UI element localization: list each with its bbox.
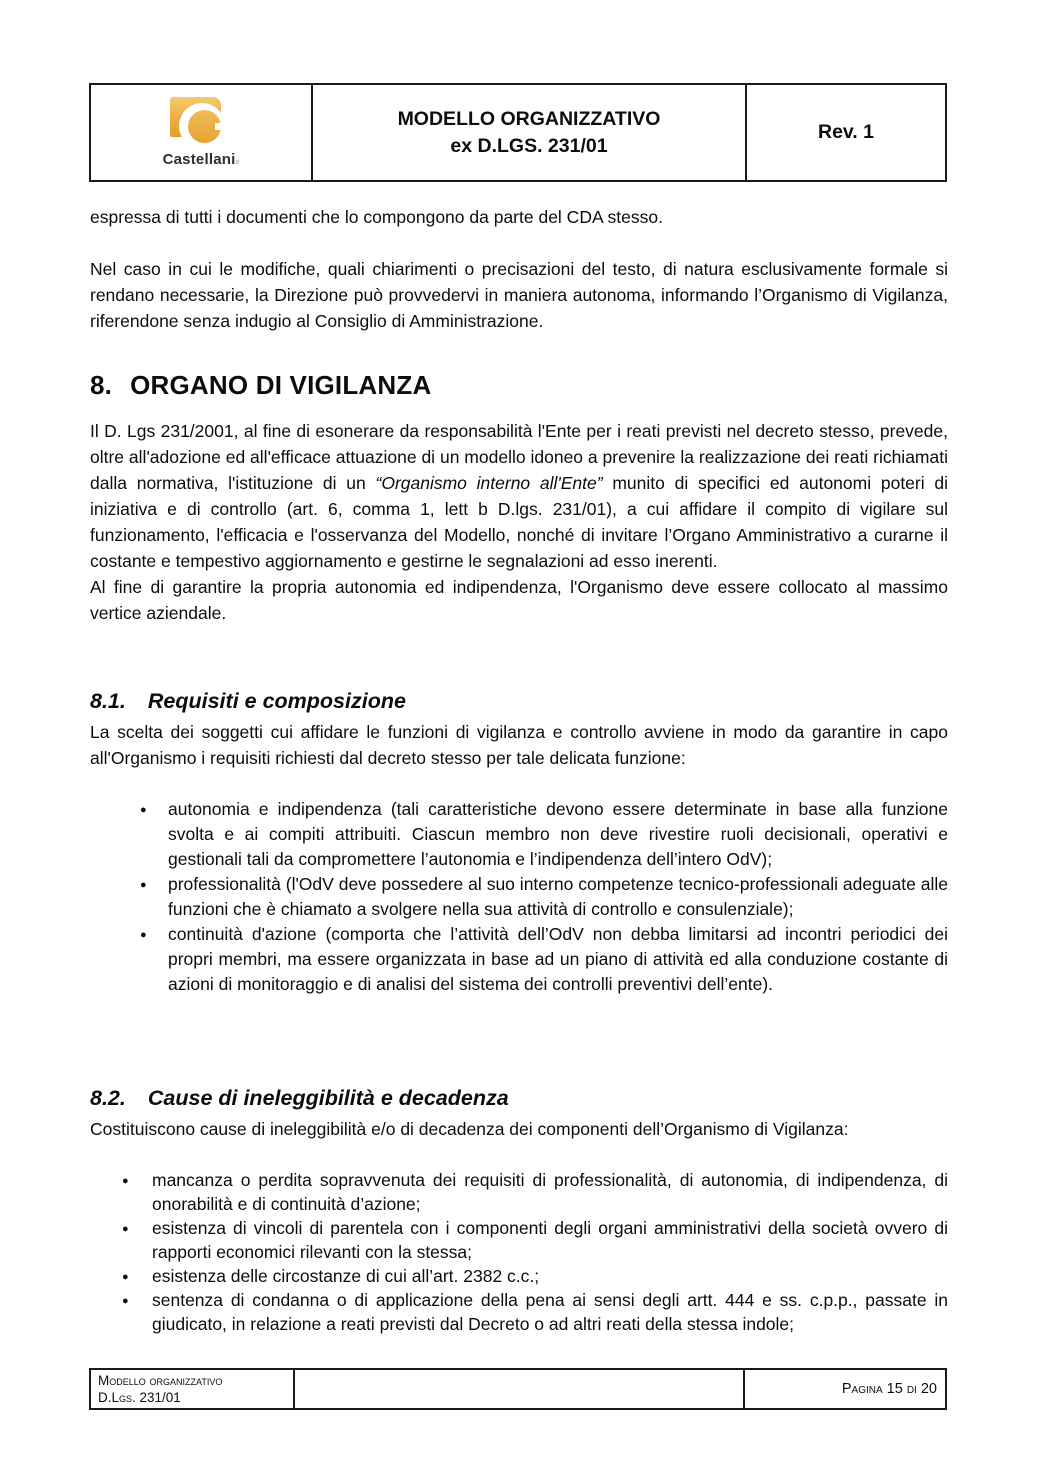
- list-item: ● continuità d'azione (comporta che l’attività dell’OdV non debba limitarsi ad incontri periodici dei propri membri, ma essere organizzata in base ad un piano di attività ed alla conduzione costante di azioni di monitoraggio e di analisi del sistema dei controlli preventivi dell’ente).: [90, 922, 948, 997]
- section-81-heading: [90, 687, 406, 715]
- section-82-heading: [90, 1084, 509, 1112]
- footer-doc-line2: D.Lgs. 231/01: [98, 1390, 181, 1405]
- list-item: ● professionalità (l'OdV deve possedere al suo interno competenze tecnico-professionali adeguate alle funzioni che è chiamato a svolgere nella sua attività di controllo e consulenziale);: [90, 872, 948, 922]
- list-item: ● esistenza delle circostanze di cui all’art. 2382 c.c.;: [90, 1264, 948, 1288]
- paragraph-modifiche: Nel caso in cui le modifiche, quali chiarimenti o precisazioni del testo, di natura esclusivamente formale si rendano necessarie, la Direzione può provvedervi in maniera autonoma, informando l’Organismo di Vigilanza, riferendone senza indugio al Consiglio di Amministrazione.: [90, 259, 948, 331]
- logo-brand-name: Castellaniit: [162, 151, 240, 168]
- document-title-line1: MODELLO ORGANIZZATIVO: [397, 107, 661, 130]
- section-81-intro: La scelta dei soggetti cui affidare le funzioni di vigilanza e controllo avviene in modo da garantire in capo all'Organismo i requisiti richiesti dal decreto stesso per tale delicata funzione:: [90, 722, 948, 768]
- italic-quote: “Organismo interno all'Ente”: [375, 473, 603, 493]
- section-82-intro: Costituiscono cause di ineleggibilità e/o di decadenza dei componenti dell’Organismo di Vigilanza:: [90, 1119, 849, 1139]
- section-81-number: 8.1.: [90, 689, 126, 713]
- document-title-cell: [313, 85, 747, 180]
- footer-doc-line1: Modello organizzativo: [98, 1373, 223, 1388]
- section-81-title: Requisiti e composizione: [147, 689, 406, 713]
- section-8-body: [90, 418, 948, 626]
- list-item: ● sentenza di condanna o di applicazione della pena ai sensi degli artt. 444 e ss. c.p.p., passate in giudicato, in relazione a reati previsti dal Decreto o ad altri reati della stessa indole;: [90, 1288, 948, 1336]
- header-logo-cell: [91, 85, 313, 180]
- footer-table: [89, 1368, 947, 1410]
- section-82-bullet-list: [90, 1168, 948, 1336]
- paragraph-dlgs: Il D. Lgs 231/2001, al fine di esonerare da responsabilità l'Ente per i reati previsti nel decreto stesso, prevede, oltre all'adozione ed all'efficace attuazione di un modello idoneo a prevenire la realizzazione dei reati richiamati dalla normativa, l'istituzione di un “Organismo interno all'Ente” munito di specifici ed autonomi poteri di iniziativa e di controllo (art. 6, comma 1, lett b D.lgs. 231/01), a cui affidare il compito di vigilare sul funzionamento, l'efficacia e l'osservanza del Modello, nonché di invitare l’Organo Amministrativo a curarne il costante e tempestivo aggiornamento e gestirne le segnalazioni ad esso inerenti.: [90, 421, 948, 571]
- header-table: [89, 83, 947, 182]
- revision-cell: [747, 85, 945, 180]
- paragraph-cda: espressa di tutti i documenti che lo compongono da parte del CDA stesso.: [90, 207, 663, 227]
- section-8-heading: [90, 368, 431, 402]
- footer-doc-cell: [91, 1370, 295, 1408]
- section-82-number: 8.2.: [90, 1086, 126, 1110]
- list-item: ● esistenza di vincoli di parentela con i componenti degli organi amministrativi della società ovvero di rapporti economici rilevanti con la stessa;: [90, 1216, 948, 1264]
- section-8-title: ORGANO DI VIGILANZA: [130, 370, 432, 400]
- footer-empty-cell: [295, 1370, 745, 1408]
- revision-label: Rev. 1: [817, 121, 874, 143]
- page-number-label: Pagina 15 di 20: [841, 1381, 937, 1397]
- list-item: ● mancanza o perdita sopravvenuta dei requisiti di professionalità, di autonomia, di indipendenza, di onorabilità e di continuità d’azione;: [90, 1168, 948, 1216]
- document-title-line2: ex D.LGS. 231/01: [450, 134, 608, 157]
- section-8-number: 8.: [90, 370, 113, 400]
- company-logo: [163, 97, 240, 168]
- logo-suffix: it: [235, 159, 240, 166]
- footer-page-cell: [745, 1370, 945, 1408]
- paragraph-autonomia: Al fine di garantire la propria autonomia ed indipendenza, l'Organismo deve essere collocato al massimo vertice aziendale.: [90, 577, 948, 623]
- section-82-title: Cause di ineleggibilità e decadenza: [147, 1086, 509, 1110]
- castellani-logo-icon: [170, 97, 232, 150]
- list-item: ● autonomia e indipendenza (tali caratteristiche devono essere determinate in base alla funzione svolta e ai compiti attribuiti. Ciascun membro non deve rivestire ruoli decisionali, operativi e gestionali tali da compromettere l’autonomia e l’indipendenza dell’intero OdV);: [90, 797, 948, 872]
- section-81-bullet-list: [90, 797, 948, 997]
